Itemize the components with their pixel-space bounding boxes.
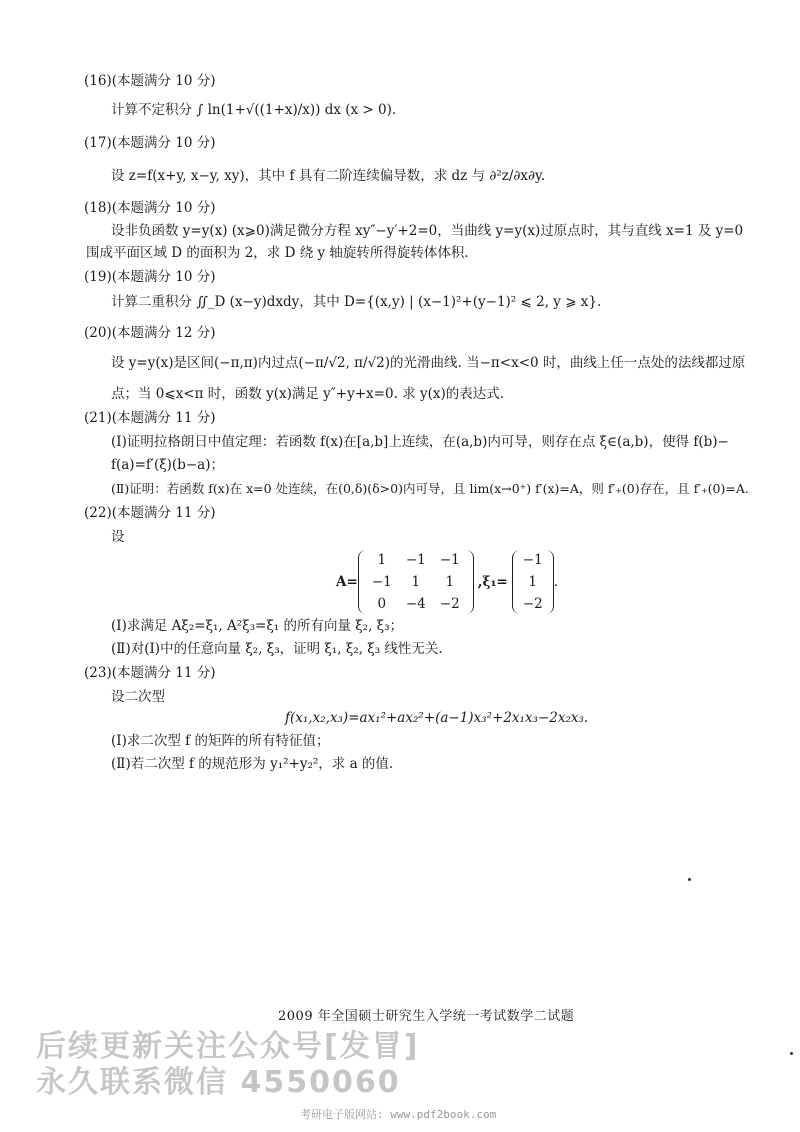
problem-23-formula: f(x₁,x₂,x₃)=ax₁²+ax₂²+(a−1)x₃²+2x₁x₃−2x₂x₃. [285, 710, 589, 726]
problem-21-part1a: (Ⅰ)证明拉格朗日中值定理：若函数 f(x)在[a,b]上连续，在(a,b)内可导，则存在点 ξ∈(a,b)，使得 f(b)− [111, 434, 729, 450]
problem-22-header: (22)(本题满分 11 分) [84, 505, 216, 521]
matrix-cell: 1 [377, 552, 387, 568]
problem-18-line1: 设非负函数 y=y(x) (x⩾0)满足微分方程 xy″−y′+2=0，当曲线 y=y(x)过原点时，其与直线 x=1 及 y=0 [111, 223, 744, 239]
problem-17-header: (17)(本题满分 10 分) [84, 135, 216, 151]
vector-cell: 1 [528, 574, 538, 590]
problem-20-line2: 点；当 0⩽x<π 时，函数 y(x)满足 y″+y+x=0. 求 y(x)的表达式. [111, 386, 505, 402]
vector-cell: −1 [522, 552, 543, 568]
problem-17-text: 设 z=f(x+y, x−y, xy)，其中 f 具有二阶连续偏导数，求 dz 与 ∂²z/∂x∂y. [111, 168, 546, 184]
problem-21-header: (21)(本题满分 11 分) [84, 410, 216, 426]
matrix-cell: 1 [445, 574, 455, 590]
problem-20-line1: 设 y=y(x)是区间(−π,π)内过点(−π/√2, π/√2)的光滑曲线. 当−π<x<0 时，曲线上任一点处的法线都过原 [111, 355, 746, 371]
problem-22-intro: 设 [111, 529, 125, 545]
vector-xi1 [512, 550, 554, 614]
problem-23-header: (23)(本题满分 11 分) [84, 665, 216, 681]
matrix-A [358, 550, 474, 614]
footer-site: 考研电子版网站: www.pdf2book.com [300, 1108, 497, 1121]
problem-23-part2: (Ⅱ)若二次型 f 的规范形为 y₁²+y₂²，求 a 的值. [111, 756, 394, 772]
matrix-label: A= [336, 574, 358, 590]
problem-18-line2: 围成平面区域 D 的面积为 2，求 D 绕 y 轴旋转所得旋转体体积. [86, 245, 469, 261]
watermark-line2: 永久联系微信 4550060 [36, 1065, 401, 1100]
matrix-cell: −4 [405, 596, 426, 612]
problem-23-intro: 设二次型 [111, 689, 165, 705]
problem-22-part1: (Ⅰ)求满足 Aξ₂=ξ₁, A²ξ₃=ξ₁ 的所有向量 ξ₂, ξ₃； [111, 618, 404, 634]
problem-16-text: 计算不定积分 ∫ ln(1+√((1+x)/x)) dx (x > 0). [111, 102, 397, 118]
matrix-cell: −1 [439, 552, 460, 568]
matrix-cell: −2 [439, 596, 460, 612]
problem-22-part2: (Ⅱ)对(Ⅰ)中的任意向量 ξ₂, ξ₃，证明 ξ₁, ξ₂, ξ₃ 线性无关. [111, 641, 443, 657]
scan-speck [688, 878, 691, 881]
watermark-line1: 后续更新关注公众号[发冒] [36, 1029, 420, 1064]
matrix-cell: −1 [371, 574, 392, 590]
vector-label: ,ξ₁= [477, 574, 508, 590]
problem-16-header: (16)(本题满分 10 分) [84, 73, 216, 89]
problem-21-part1b: f(a)=f′(ξ)(b−a)； [111, 457, 224, 473]
problem-23-part1: (Ⅰ)求二次型 f 的矩阵的所有特征值； [111, 733, 330, 749]
matrix-cell: 0 [377, 596, 387, 612]
footer-title: 2009 年全国硕士研究生入学统一考试数学二试题 [278, 1009, 575, 1024]
matrix-cell: 1 [411, 574, 421, 590]
scan-speck [790, 1052, 793, 1055]
matrix-cell: −1 [405, 552, 426, 568]
problem-20-header: (20)(本题满分 12 分) [84, 325, 216, 341]
problem-19-text: 计算二重积分 ∬_D (x−y)dxdy，其中 D={(x,y) | (x−1)²+(y−1)² ⩽ 2, y ⩾ x}. [111, 294, 602, 310]
problem-19-header: (19)(本题满分 10 分) [84, 269, 216, 285]
matrix-equation [336, 550, 558, 614]
matrix-end-period: . [553, 574, 559, 590]
problem-21-part2: (Ⅱ)证明：若函数 f(x)在 x=0 处连续，在(0,δ)(δ>0)内可导，且 lim(x→0⁺) f′(x)=A，则 f′₊(0)存在，且 f′₊(0)=A. [111, 481, 749, 496]
problem-18-header: (18)(本题满分 10 分) [84, 200, 216, 216]
vector-cell: −2 [522, 596, 543, 612]
